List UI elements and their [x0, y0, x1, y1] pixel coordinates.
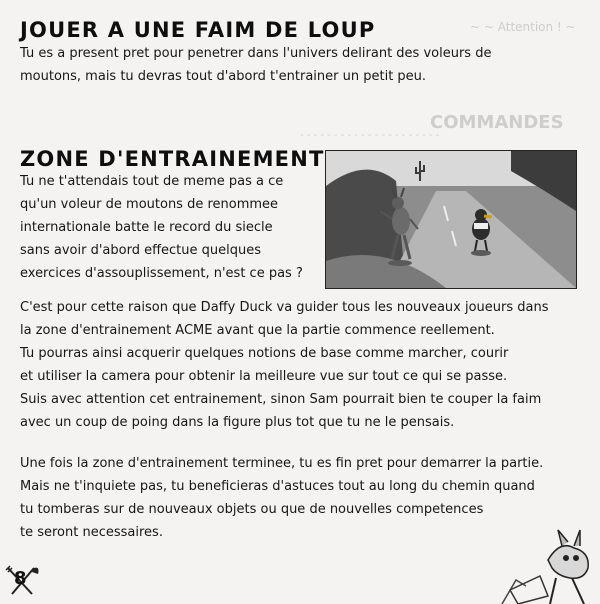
- text-line: moutons, mais tu devras tout d'abord t'entrainer un petit peu.: [20, 69, 427, 84]
- bleed-through-text: - - - - - - - - - - - - - - - - - - - - -: [300, 130, 440, 141]
- text-line: la zone d'entrainement ACME avant que la partie commence reellement.: [20, 323, 495, 338]
- bleed-through-text: ~ ~ Attention ! ~: [470, 20, 576, 34]
- text-line: tu tomberas sur de nouveaux objets ou que de nouvelles competences: [20, 502, 484, 517]
- game-screenshot: [325, 150, 577, 289]
- text-line: internationale batte le record du siecle: [20, 220, 273, 235]
- section-title-jouer: JOUER A UNE FAIM DE LOUP: [20, 18, 376, 42]
- text-line: Suis avec attention cet entrainement, sinon Sam pourrait bien te couper la faim: [20, 392, 542, 407]
- text-line: sans avoir d'abord effectue quelques: [20, 243, 262, 258]
- section-title-zone: ZONE D'ENTRAINEMENT: [20, 147, 325, 171]
- text-line: Une fois la zone d'entrainement terminee, tu es fin pret pour demarrer la partie.: [20, 456, 544, 471]
- screenshot-scene: [326, 151, 576, 288]
- text-line: et utiliser la camera pour obtenir la meilleure vue sur tout ce qui se passe.: [20, 369, 508, 384]
- text-line: Mais ne t'inquiete pas, tu beneficieras d'astuces tout au long du chemin quand: [20, 479, 535, 494]
- page-number: 8: [14, 568, 27, 589]
- text-line: C'est pour cette raison que Daffy Duck va guider tous les nouveaux joueurs dans: [20, 300, 549, 315]
- text-line: Tu es a present pret pour penetrer dans l'univers delirant des voleurs de: [20, 46, 492, 61]
- text-line: avec un coup de poing dans la figure plus tot que tu ne le pensais.: [20, 415, 455, 430]
- text-line: Tu ne t'attendais tout de meme pas a ce: [20, 174, 284, 189]
- section2-intro: [20, 170, 303, 285]
- text-line: qu'un voleur de moutons de renommee: [20, 197, 279, 212]
- wolf-illustration: [500, 520, 600, 604]
- text-line: te seront necessaires.: [20, 525, 163, 540]
- section1-text: [20, 42, 491, 88]
- text-line: exercices d'assouplissement, n'est ce pas ?: [20, 266, 303, 281]
- bleed-through-text: COMMANDES: [430, 112, 564, 133]
- section2-body: [20, 296, 549, 434]
- section2-outro: [20, 452, 543, 544]
- text-line: Tu pourras ainsi acquerir quelques notions de base comme marcher, courir: [20, 346, 509, 361]
